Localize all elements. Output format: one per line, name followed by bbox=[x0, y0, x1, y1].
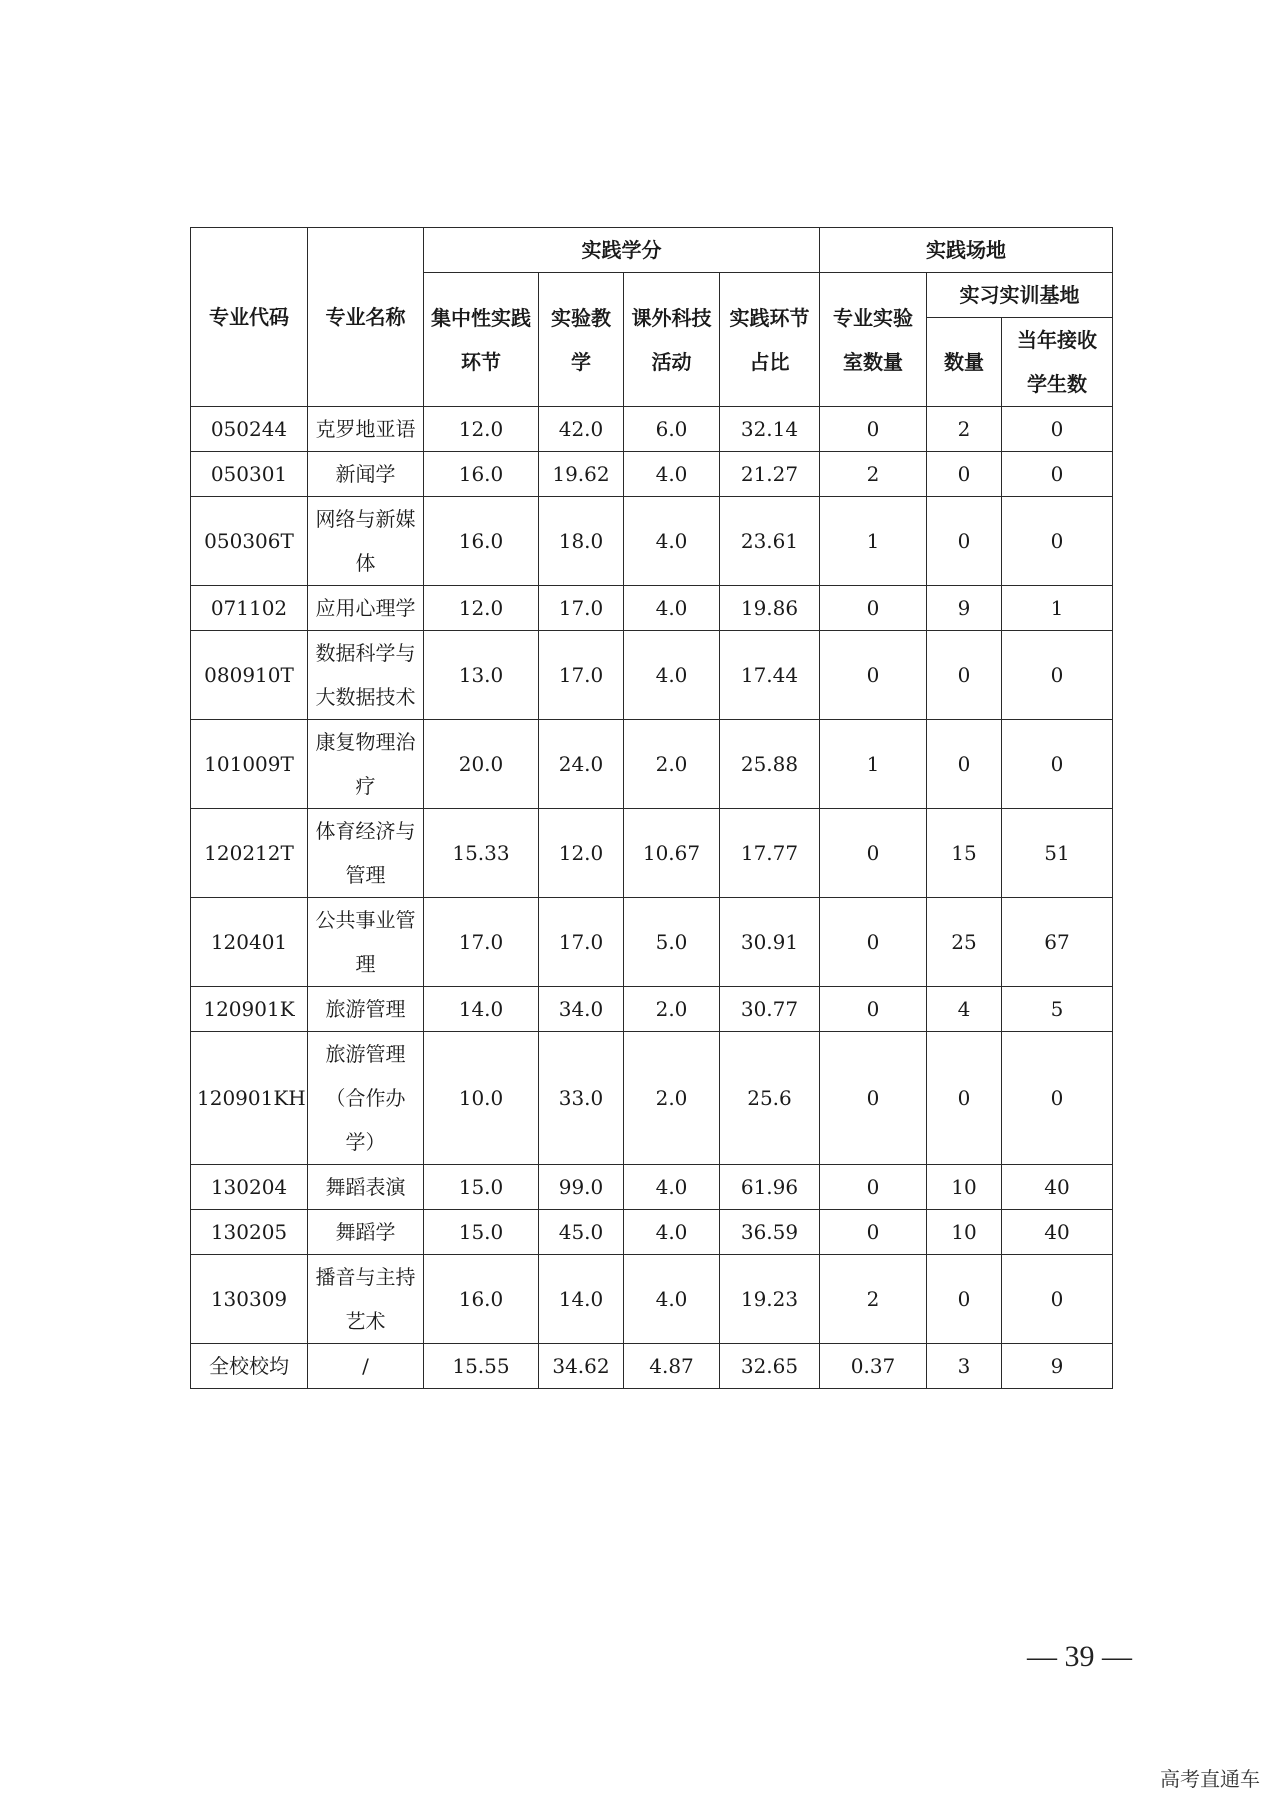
page-number: — 39 — bbox=[1027, 1640, 1132, 1673]
header-base-group: 实习实训基地 bbox=[927, 273, 1113, 318]
table-cell: 2 bbox=[820, 452, 927, 497]
table-header bbox=[191, 228, 1113, 407]
table-cell: 0 bbox=[927, 631, 1002, 720]
table-cell: 旅游管理 bbox=[308, 987, 424, 1032]
table-cell: 30.77 bbox=[720, 987, 820, 1032]
table-cell: 15.33 bbox=[424, 809, 539, 898]
table-cell: 130309 bbox=[191, 1255, 308, 1344]
table-cell: 0 bbox=[927, 1255, 1002, 1344]
table-cell: 101009T bbox=[191, 720, 308, 809]
table-cell: 25.6 bbox=[720, 1032, 820, 1165]
table-cell: 9 bbox=[927, 586, 1002, 631]
table-row bbox=[191, 987, 1113, 1032]
header-credits-group: 实践学分 bbox=[424, 228, 820, 273]
table-row bbox=[191, 586, 1113, 631]
table-body bbox=[191, 407, 1113, 1389]
table-cell: 0 bbox=[820, 809, 927, 898]
table-cell: / bbox=[308, 1344, 424, 1389]
table-cell: 体育经济与管理 bbox=[308, 809, 424, 898]
table-cell: 0 bbox=[820, 1210, 927, 1255]
table-cell: 14.0 bbox=[539, 1255, 624, 1344]
table-cell: 网络与新媒体 bbox=[308, 497, 424, 586]
table-cell: 25 bbox=[927, 898, 1002, 987]
table-cell: 20.0 bbox=[424, 720, 539, 809]
table-cell: 全校校均 bbox=[191, 1344, 308, 1389]
table-cell: 16.0 bbox=[424, 497, 539, 586]
table-cell: 2 bbox=[820, 1255, 927, 1344]
table-row bbox=[191, 720, 1113, 809]
header-experiment: 实验教学 bbox=[539, 273, 624, 407]
table-cell: 17.0 bbox=[424, 898, 539, 987]
header-intensive: 集中性实践环节 bbox=[424, 273, 539, 407]
table-cell: 10 bbox=[927, 1165, 1002, 1210]
table-cell: 19.23 bbox=[720, 1255, 820, 1344]
table-cell: 51 bbox=[1002, 809, 1113, 898]
table-row bbox=[191, 1344, 1113, 1389]
table-cell: 2 bbox=[927, 407, 1002, 452]
table-row bbox=[191, 1210, 1113, 1255]
table-cell: 25.88 bbox=[720, 720, 820, 809]
table-cell: 4.0 bbox=[624, 586, 720, 631]
table-cell: 2.0 bbox=[624, 720, 720, 809]
table-cell: 32.14 bbox=[720, 407, 820, 452]
table-cell: 0 bbox=[1002, 497, 1113, 586]
table-cell: 33.0 bbox=[539, 1032, 624, 1165]
header-extracurricular: 课外科技活动 bbox=[624, 273, 720, 407]
table-cell: 19.62 bbox=[539, 452, 624, 497]
table-cell: 071102 bbox=[191, 586, 308, 631]
table-cell: 舞蹈表演 bbox=[308, 1165, 424, 1210]
table-cell: 16.0 bbox=[424, 1255, 539, 1344]
table-cell: 050306T bbox=[191, 497, 308, 586]
table-cell: 17.77 bbox=[720, 809, 820, 898]
table-cell: 4.0 bbox=[624, 1210, 720, 1255]
table-cell: 0 bbox=[1002, 720, 1113, 809]
table-cell: 15.0 bbox=[424, 1210, 539, 1255]
table-row bbox=[191, 407, 1113, 452]
table-cell: 34.62 bbox=[539, 1344, 624, 1389]
table-cell: 17.44 bbox=[720, 631, 820, 720]
table-cell: 克罗地亚语 bbox=[308, 407, 424, 452]
table-cell: 120401 bbox=[191, 898, 308, 987]
table-cell: 0 bbox=[1002, 407, 1113, 452]
table-cell: 17.0 bbox=[539, 586, 624, 631]
table-cell: 9 bbox=[1002, 1344, 1113, 1389]
table-cell: 0 bbox=[927, 720, 1002, 809]
header-venue-group: 实践场地 bbox=[820, 228, 1113, 273]
table-cell: 19.86 bbox=[720, 586, 820, 631]
header-name: 专业名称 bbox=[308, 228, 424, 407]
table-cell: 10.67 bbox=[624, 809, 720, 898]
table-cell: 0 bbox=[1002, 1032, 1113, 1165]
table-cell: 30.91 bbox=[720, 898, 820, 987]
table-row bbox=[191, 1165, 1113, 1210]
header-code: 专业代码 bbox=[191, 228, 308, 407]
table-row bbox=[191, 452, 1113, 497]
table-cell: 0 bbox=[820, 407, 927, 452]
header-labs: 专业实验室数量 bbox=[820, 273, 927, 407]
table-cell: 13.0 bbox=[424, 631, 539, 720]
table-cell: 12.0 bbox=[539, 809, 624, 898]
table-cell: 4.0 bbox=[624, 497, 720, 586]
table-cell: 17.0 bbox=[539, 631, 624, 720]
table-cell: 0 bbox=[820, 1165, 927, 1210]
table-cell: 10.0 bbox=[424, 1032, 539, 1165]
table-cell: 42.0 bbox=[539, 407, 624, 452]
table-cell: 12.0 bbox=[424, 407, 539, 452]
table-cell: 32.65 bbox=[720, 1344, 820, 1389]
table-cell: 0 bbox=[1002, 631, 1113, 720]
table-cell: 0 bbox=[820, 586, 927, 631]
table-cell: 61.96 bbox=[720, 1165, 820, 1210]
table-cell: 40 bbox=[1002, 1165, 1113, 1210]
table-cell: 0 bbox=[820, 898, 927, 987]
table-cell: 120212T bbox=[191, 809, 308, 898]
table-cell: 应用心理学 bbox=[308, 586, 424, 631]
watermark: 高考直通车 bbox=[1160, 1767, 1260, 1791]
table-cell: 34.0 bbox=[539, 987, 624, 1032]
table-cell: 0 bbox=[927, 497, 1002, 586]
table-cell: 40 bbox=[1002, 1210, 1113, 1255]
table-cell: 120901K bbox=[191, 987, 308, 1032]
header-base-count: 数量 bbox=[927, 318, 1002, 407]
table-row bbox=[191, 497, 1113, 586]
table-cell: 4.0 bbox=[624, 1255, 720, 1344]
table-cell: 0 bbox=[820, 987, 927, 1032]
table-cell: 130204 bbox=[191, 1165, 308, 1210]
table-cell: 0.37 bbox=[820, 1344, 927, 1389]
table-cell: 45.0 bbox=[539, 1210, 624, 1255]
table-cell: 舞蹈学 bbox=[308, 1210, 424, 1255]
table-cell: 21.27 bbox=[720, 452, 820, 497]
table-cell: 050244 bbox=[191, 407, 308, 452]
table-cell: 0 bbox=[927, 452, 1002, 497]
table-cell: 67 bbox=[1002, 898, 1113, 987]
table-cell: 1 bbox=[820, 720, 927, 809]
table-cell: 15 bbox=[927, 809, 1002, 898]
table-cell: 康复物理治疗 bbox=[308, 720, 424, 809]
table-cell: 120901KH bbox=[191, 1032, 308, 1165]
table-cell: 4.0 bbox=[624, 452, 720, 497]
table-cell: 公共事业管理 bbox=[308, 898, 424, 987]
table-cell: 0 bbox=[1002, 1255, 1113, 1344]
table-cell: 080910T bbox=[191, 631, 308, 720]
table-cell: 0 bbox=[820, 1032, 927, 1165]
header-ratio: 实践环节占比 bbox=[720, 273, 820, 407]
table-row bbox=[191, 809, 1113, 898]
table-cell: 0 bbox=[927, 1032, 1002, 1165]
table-row bbox=[191, 898, 1113, 987]
table-cell: 050301 bbox=[191, 452, 308, 497]
table-cell: 播音与主持艺术 bbox=[308, 1255, 424, 1344]
table-cell: 12.0 bbox=[424, 586, 539, 631]
table-cell: 17.0 bbox=[539, 898, 624, 987]
header-students: 当年接收学生数 bbox=[1002, 318, 1113, 407]
table-cell: 130205 bbox=[191, 1210, 308, 1255]
practice-table bbox=[190, 227, 1113, 1389]
table-cell: 14.0 bbox=[424, 987, 539, 1032]
table-cell: 36.59 bbox=[720, 1210, 820, 1255]
table-cell: 10 bbox=[927, 1210, 1002, 1255]
table-cell: 99.0 bbox=[539, 1165, 624, 1210]
table-cell: 4.0 bbox=[624, 1165, 720, 1210]
table-cell: 5 bbox=[1002, 987, 1113, 1032]
table-cell: 4.0 bbox=[624, 631, 720, 720]
table-cell: 0 bbox=[820, 631, 927, 720]
table-cell: 4 bbox=[927, 987, 1002, 1032]
table-cell: 2.0 bbox=[624, 1032, 720, 1165]
table-cell: 23.61 bbox=[720, 497, 820, 586]
table-cell: 数据科学与大数据技术 bbox=[308, 631, 424, 720]
table-cell: 1 bbox=[820, 497, 927, 586]
table-cell: 15.55 bbox=[424, 1344, 539, 1389]
table-cell: 新闻学 bbox=[308, 452, 424, 497]
table-cell: 24.0 bbox=[539, 720, 624, 809]
table-cell: 0 bbox=[1002, 452, 1113, 497]
table-cell: 15.0 bbox=[424, 1165, 539, 1210]
table-cell: 旅游管理（合作办学） bbox=[308, 1032, 424, 1165]
table-cell: 16.0 bbox=[424, 452, 539, 497]
table-row bbox=[191, 631, 1113, 720]
table-cell: 6.0 bbox=[624, 407, 720, 452]
table-cell: 3 bbox=[927, 1344, 1002, 1389]
table-cell: 2.0 bbox=[624, 987, 720, 1032]
table-cell: 5.0 bbox=[624, 898, 720, 987]
table-cell: 1 bbox=[1002, 586, 1113, 631]
table-cell: 4.87 bbox=[624, 1344, 720, 1389]
table-row bbox=[191, 1032, 1113, 1165]
table-row bbox=[191, 1255, 1113, 1344]
table-cell: 18.0 bbox=[539, 497, 624, 586]
